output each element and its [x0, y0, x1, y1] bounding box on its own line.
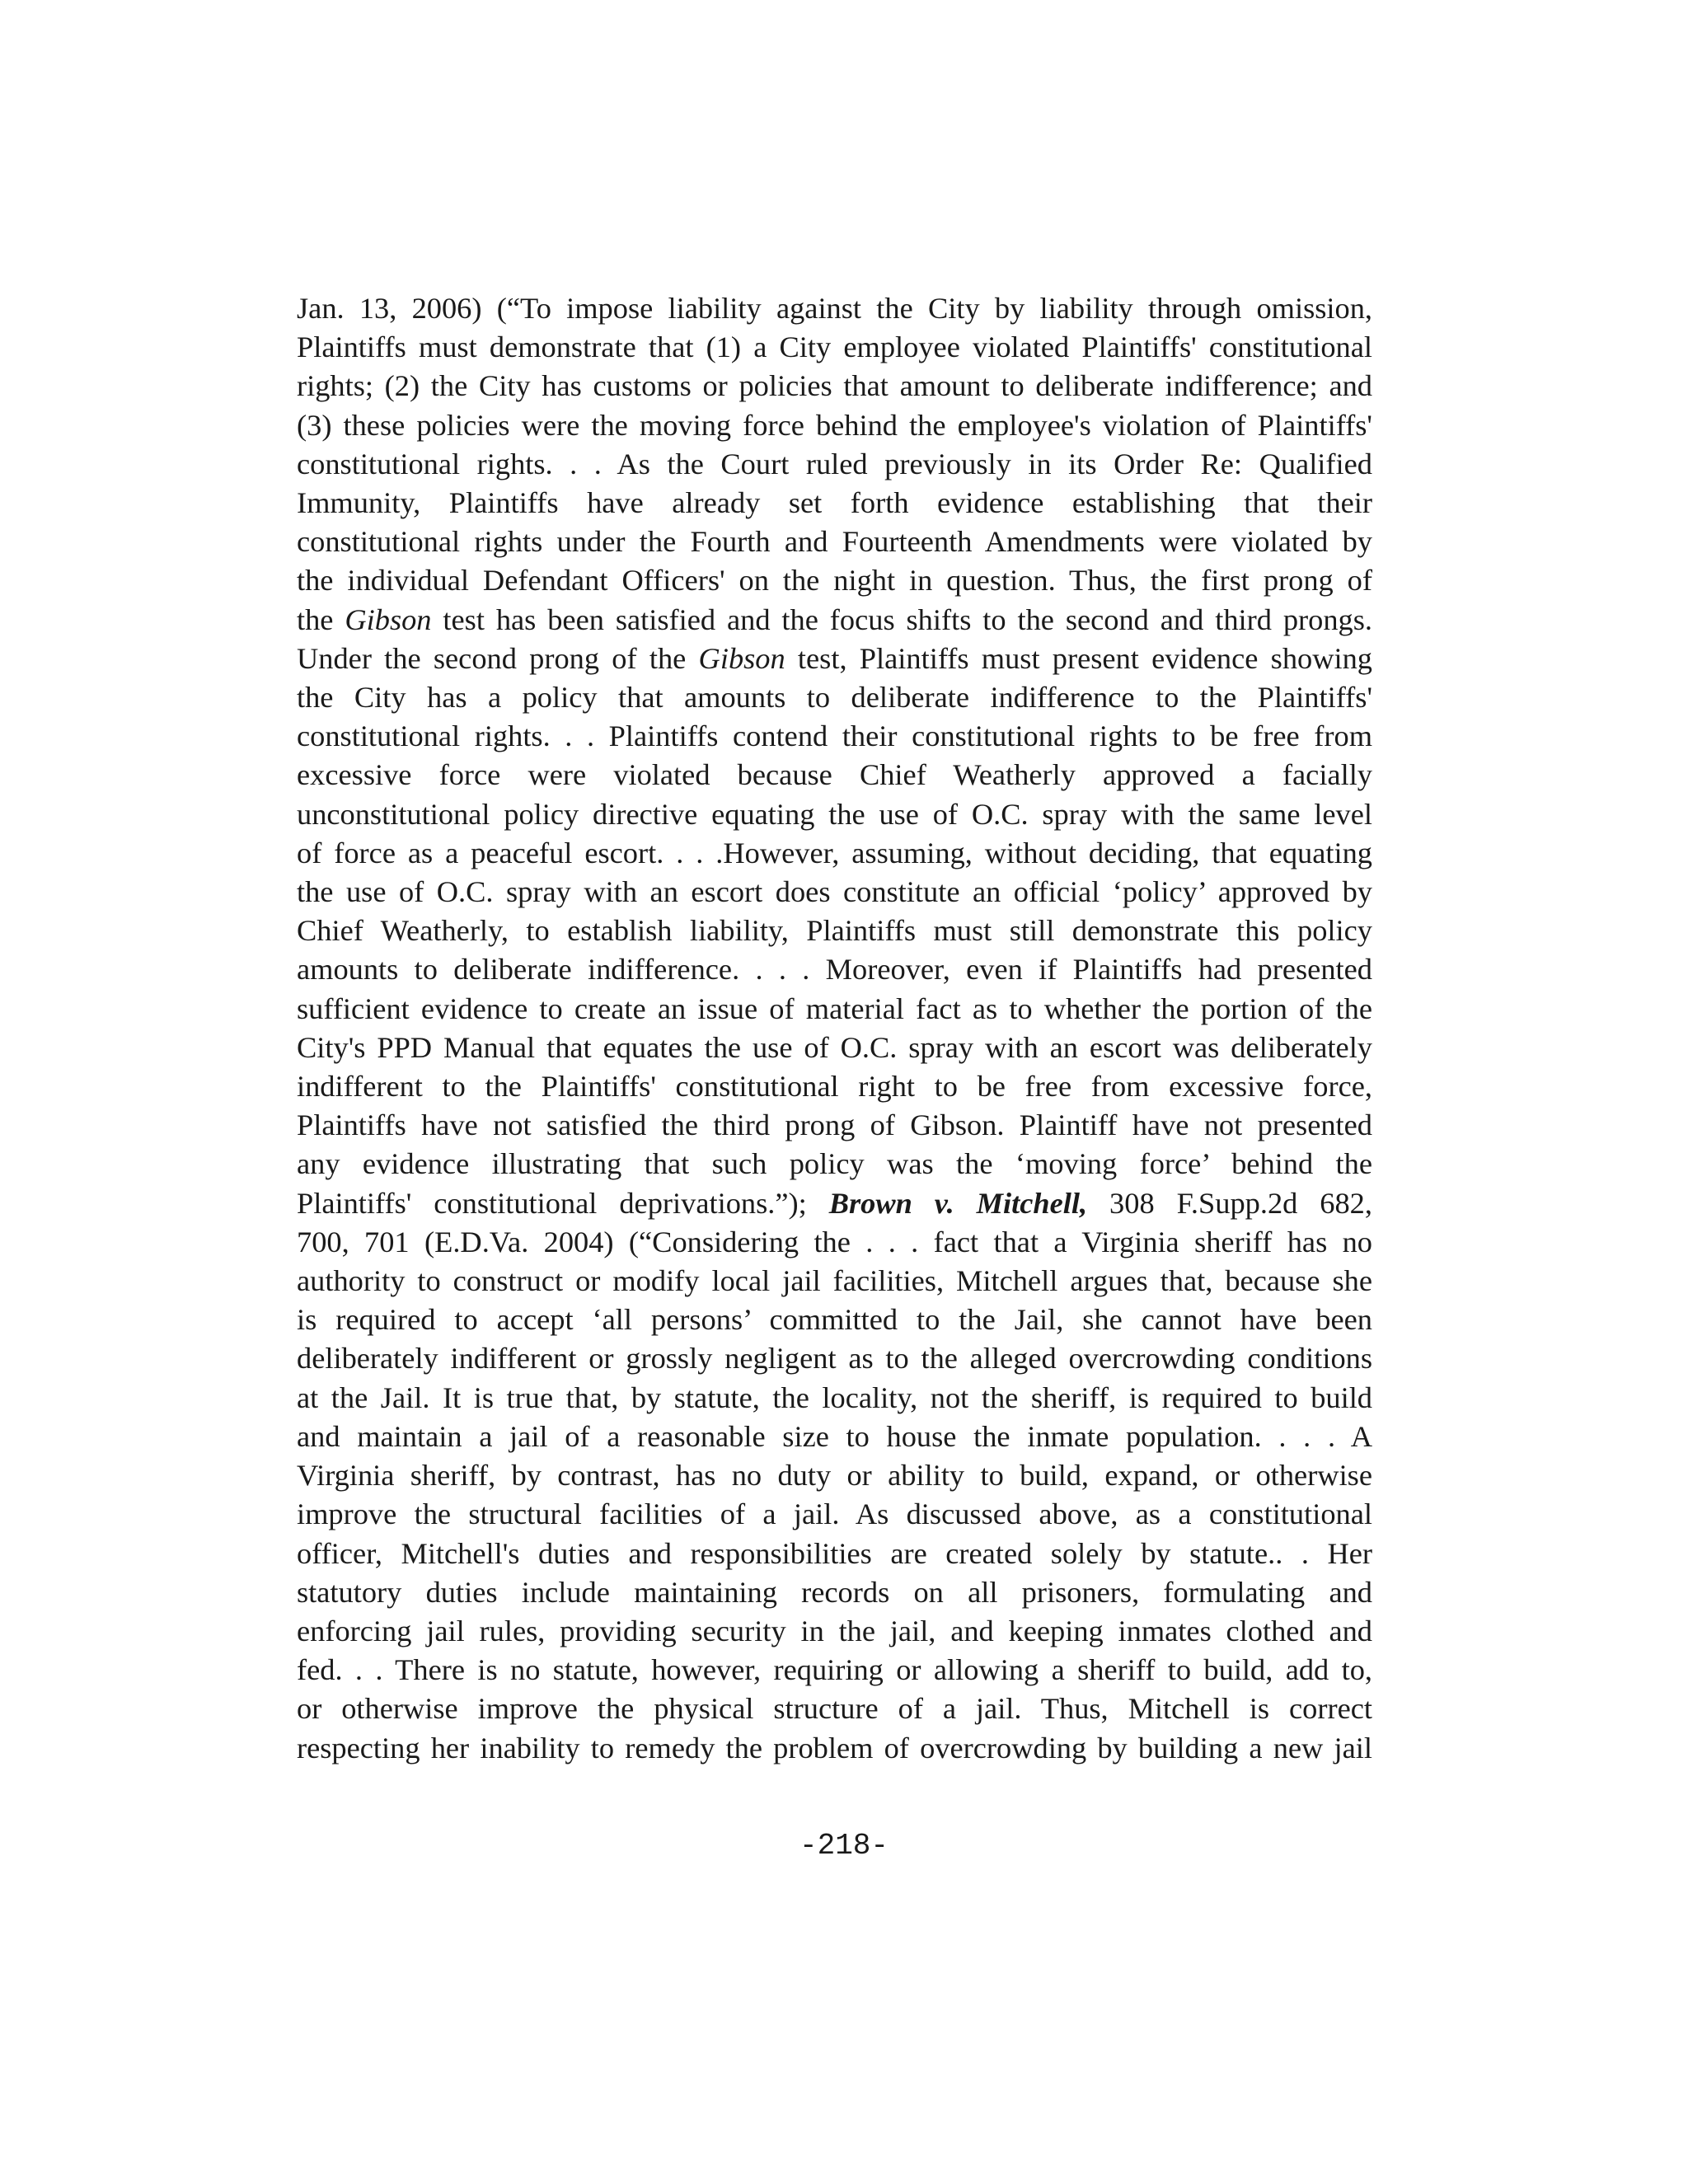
text-line: Jan. 13, 2006) (“To impose liability against the City by liability through omission, — [297, 292, 1372, 325]
text-line — [297, 640, 1372, 678]
text-line: excessive force were violated because Chief Weatherly approved a facially — [297, 758, 1372, 792]
text-line — [297, 1184, 1372, 1223]
text-line: respecting her inability to remedy the problem of overcrowding by building a new jail — [297, 1731, 1372, 1765]
text-run: test, Plaintiffs must present evidence showing — [785, 641, 1372, 675]
text-line: indifferent to the Plaintiffs' constitutional right to be free from excessive force, — [297, 1070, 1372, 1104]
text-run: Plaintiffs' constitutional deprivations.”); — [297, 1186, 829, 1220]
case-name-italic: Gibson — [698, 641, 785, 675]
text-line: or otherwise improve the physical structure of a jail. Thus, Mitchell is correct — [297, 1692, 1372, 1726]
text-line: unconstitutional policy directive equating the use of O.C. spray with the same level — [297, 797, 1372, 831]
text-run: test has been satisfied and the focus shifts to the second and third prongs. — [431, 602, 1372, 636]
case-citation-bold-italic: Brown v. Mitchell, — [828, 1186, 1088, 1220]
text-line: improve the structural facilities of a jail. As discussed above, as a constitutional — [297, 1497, 1372, 1531]
text-line: at the Jail. It is true that, by statute, the locality, not the sheriff, is required to build — [297, 1380, 1372, 1414]
text-line: statutory duties include maintaining records on all prisoners, formulating and — [297, 1575, 1372, 1609]
case-name-italic: Gibson — [345, 602, 432, 636]
text-line: Chief Weatherly, to establish liability, Plaintiffs must still demonstrate this policy — [297, 914, 1372, 948]
text-line: authority to construct or modify local jail facilities, Mitchell argues that, because she — [297, 1264, 1372, 1298]
body-text — [297, 289, 1372, 1768]
text-line: Plaintiffs must demonstrate that (1) a City employee violated Plaintiffs' constitutional — [297, 330, 1372, 364]
text-line: any evidence illustrating that such policy was the ‘moving force’ behind the — [297, 1147, 1372, 1181]
text-run: Under the second prong of the — [297, 641, 699, 675]
text-line: officer, Mitchell's duties and responsibilities are created solely by statute.. . Her — [297, 1536, 1372, 1570]
text-line: Virginia sheriff, by contrast, has no duty or ability to build, expand, or otherwise — [297, 1459, 1372, 1493]
text-line: and maintain a jail of a reasonable size to house the inmate population. . . . A — [297, 1419, 1372, 1453]
text-line: deliberately indifferent or grossly negligent as to the alleged overcrowding conditions — [297, 1342, 1372, 1376]
text-line: Immunity, Plaintiffs have already set forth evidence establishing that their — [297, 486, 1372, 520]
text-line: constitutional rights. . . Plaintiffs contend their constitutional rights to be free from — [297, 719, 1372, 753]
text-line: constitutional rights. . . As the Court ruled previously in its Order Re: Qualified — [297, 447, 1372, 480]
text-line — [297, 601, 1372, 640]
text-line: the City has a policy that amounts to deliberate indifference to the Plaintiffs' — [297, 681, 1372, 715]
text-line: of force as a peaceful escort. . . .However, assuming, without deciding, that equating — [297, 836, 1372, 869]
text-line: (3) these policies were the moving force behind the employee's violation of Plaintiffs' — [297, 408, 1372, 442]
text-line: sufficient evidence to create an issue of material fact as to whether the portion of the — [297, 991, 1372, 1025]
page-number: -218- — [799, 1829, 889, 1863]
text-line: amounts to deliberate indifference. . . . Moreover, even if Plaintiffs had presented — [297, 953, 1372, 987]
text-line: City's PPD Manual that equates the use of O.C. spray with an escort was deliberately — [297, 1030, 1372, 1064]
text-line: is required to accept ‘all persons’ committed to the Jail, she cannot have been — [297, 1303, 1372, 1337]
text-line: fed. . . There is no statute, however, requiring or allowing a sheriff to build, add to, — [297, 1653, 1372, 1687]
text-line: the use of O.C. spray with an escort does constitute an official ‘policy’ approved by — [297, 875, 1372, 909]
text-run: the — [297, 602, 345, 636]
text-line: rights; (2) the City has customs or policies that amount to deliberate indifference; and — [297, 369, 1372, 403]
text-line: enforcing jail rules, providing security in the jail, and keeping inmates clothed and — [297, 1614, 1372, 1647]
text-line: 700, 701 (E.D.Va. 2004) (“Considering the . . . fact that a Virginia sheriff has no — [297, 1225, 1372, 1258]
text-line: constitutional rights under the Fourth and Fourteenth Amendments were violated by — [297, 525, 1372, 559]
text-line: the individual Defendant Officers' on the night in question. Thus, the first prong of — [297, 564, 1372, 598]
text-run: 308 F.Supp.2d 682, — [1087, 1186, 1372, 1220]
text-line: Plaintiffs have not satisfied the third prong of Gibson. Plaintiff have not presented — [297, 1108, 1372, 1142]
